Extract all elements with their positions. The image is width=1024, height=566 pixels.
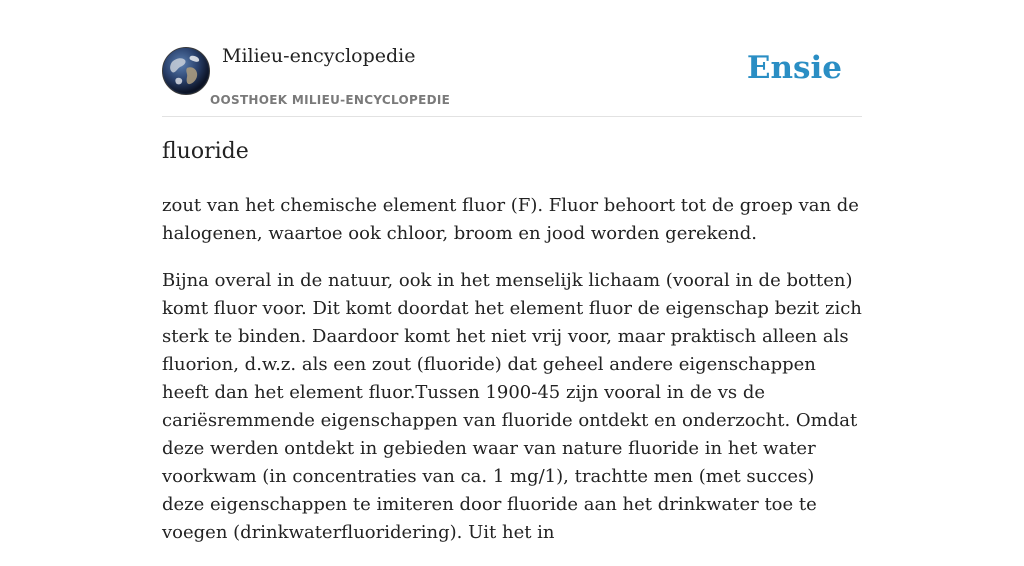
site-header [162, 0, 862, 117]
ensie-logo-link[interactable]: Ensie [746, 50, 842, 86]
site-subtitle[interactable]: OOSTHOEK MILIEU-ENCYCLOPEDIE [210, 93, 451, 107]
paragraph: Bijna overal in de natuur, ook in het menselijk lichaam (vooral in de botten) komt fluor voor. Dit komt doordat het element fluor de eigenschap bezit zich sterk te binden. Daardoor komt het niet vrij voor, maar praktisch alleen als fluorion, d.w.z. als een zout (fluoride) dat geheel andere eigenschappen heeft dan het element fluor.Tussen 1900-45 zijn vooral in de vs de cariësremmende eigenschappen van fluoride ontdekt en onderzocht. Omdat deze werden ontdekt in gebieden waar van nature fluoride in het water voorkwam (in concentraties van ca. 1 mg/1), trachtte men (met succes) deze eigenschappen te imiteren door fluoride aan het drinkwater toe te voegen (drinkwaterfluoridering). Uit het in [162, 270, 862, 543]
paragraph: zout van het chemische element fluor (F). Fluor behoort tot de groep van de halogenen, waartoe ook chloor, broom en jood worden gerekend. [162, 195, 859, 244]
globe-icon[interactable] [162, 47, 210, 95]
site-title[interactable]: Milieu-encyclopedie [222, 45, 416, 67]
article-body [162, 192, 862, 566]
article-title: fluoride [162, 139, 249, 164]
